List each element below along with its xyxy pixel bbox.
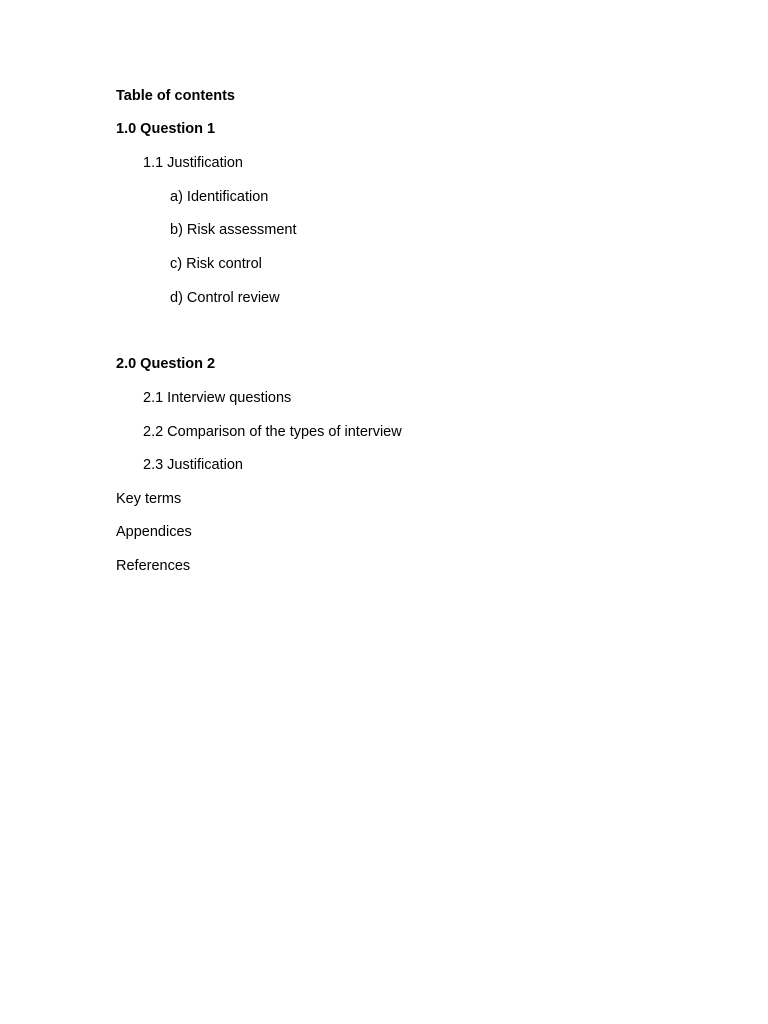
toc-entry-question-2: 2.0 Question 2: [116, 356, 216, 372]
toc-entry-2-3-justification: 2.3 Justification: [143, 457, 243, 473]
toc-entry-references: References: [116, 558, 191, 574]
toc-entry-key-terms: Key terms: [116, 491, 182, 507]
toc-entry-control-review: d) Control review: [170, 290, 280, 306]
toc-entry-comparison-interview: 2.2 Comparison of the types of interview: [143, 424, 402, 440]
toc-entry-appendices: Appendices: [116, 524, 192, 540]
toc-entry-interview-questions: 2.1 Interview questions: [143, 390, 292, 406]
toc-entry-identification: a) Identification: [170, 189, 269, 205]
toc-entry-1-1-justification: 1.1 Justification: [143, 155, 243, 171]
toc-entry-risk-control: c) Risk control: [170, 256, 262, 272]
toc-entry-question-1: 1.0 Question 1: [116, 121, 216, 137]
toc-entry-risk-assessment: b) Risk assessment: [170, 222, 297, 238]
toc-title: Table of contents: [116, 88, 235, 104]
